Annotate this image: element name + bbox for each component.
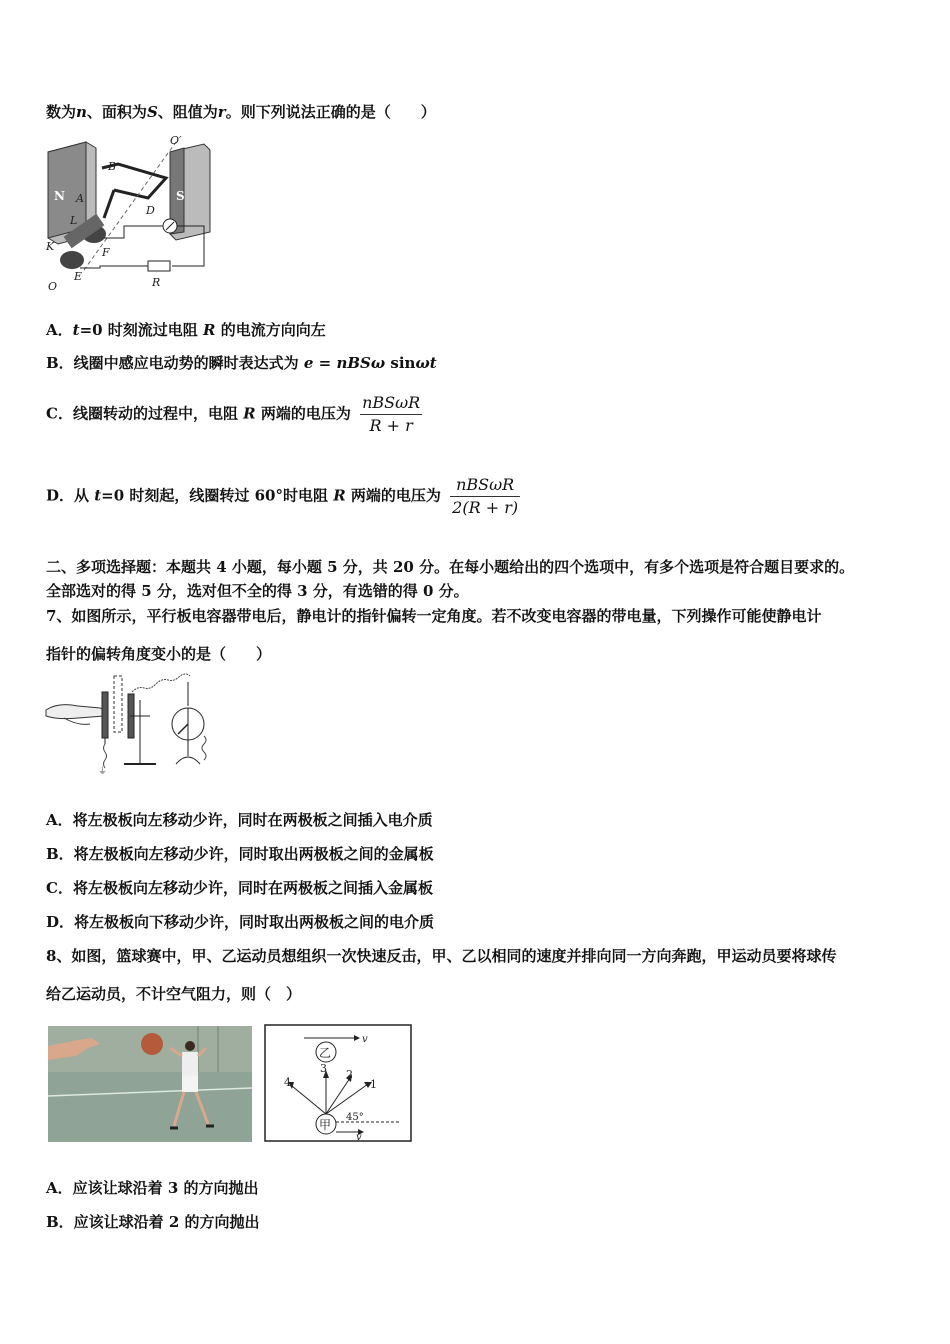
label-jia: 甲 — [319, 1118, 332, 1132]
label-r: R — [152, 276, 161, 289]
label-f: F — [102, 246, 110, 259]
q8-option-a[interactable]: A．应该让球沿着 3 的方向抛出 — [46, 1179, 259, 1197]
label-o: O — [48, 280, 58, 293]
q6-option-a[interactable]: A．t=0 时刻流过电阻 R 的电流方向向左 — [46, 321, 326, 339]
label-k: K — [46, 240, 55, 253]
q7-option-d[interactable]: D．将左极板向下移动少许，同时取出两极板之间的电介质 — [46, 913, 435, 931]
label-1: 1 — [370, 1078, 377, 1091]
basketball-photo — [48, 1026, 252, 1142]
label-d: D — [146, 204, 155, 217]
label-e: E — [74, 270, 83, 283]
label-4: 4 — [284, 1076, 291, 1089]
generator-figure — [44, 134, 214, 296]
label-l: L — [70, 214, 78, 227]
fraction-d: $\frac{\text{nBSωR}}{2(R + r)}$ — [452, 475, 519, 517]
q7-option-b[interactable]: B．将左极板向左移动少许，同时取出两极板之间的金属板 — [46, 845, 434, 863]
fraction-c: $\frac{\text{nBSωR}}{R + r}$ — [362, 393, 421, 435]
q7-option-a[interactable]: A．将左极板向左移动少许，同时在两极板之间插入电介质 — [46, 811, 433, 829]
q6-option-b[interactable]: B．线圈中感应电动势的瞬时表达式为 e = nBSω sinωt — [46, 354, 437, 372]
label-n: N — [54, 189, 65, 203]
section-2-intro-line1: 二、多项选择题：本题共 4 小题，每小题 5 分，共 20 分。在每小题给出的四个选项中，有多个选项是符合题目要求的。 — [46, 558, 855, 576]
section-2-intro-line2: 全部选对的得 5 分，选对但不全的得 3 分，有选错的得 0 分。 — [46, 582, 469, 600]
label-o-prime: O′ — [170, 134, 182, 147]
q7-stem-line2: 指针的偏转角度变小的是（ ） — [46, 645, 272, 663]
capacitor-electrometer-figure — [44, 672, 220, 776]
q6-option-d[interactable]: D．从 t=0 时刻起，线圈转过 60°时电阻 R 两端的电压为 $\frac{\text{nBSωR}}{2(R + r)}$ — [46, 475, 519, 517]
q8-option-b[interactable]: B．应该让球沿着 2 的方向抛出 — [46, 1213, 260, 1231]
q8-stem-line1: 8、如图，篮球赛中，甲、乙运动员想组织一次快速反击，甲、乙以相同的速度并排向同一方向奔跑，甲运动员要将球传 — [46, 947, 837, 965]
svg-text:⏚: ⏚ — [98, 767, 108, 776]
q7-stem-line1: 7、如图所示，平行板电容器带电后，静电计的指针偏转一定角度。若不改变电容器的带电量，下列操作可能使静电计 — [46, 607, 822, 625]
q7-option-c[interactable]: C．将左极板向左移动少许，同时在两极板之间插入金属板 — [46, 879, 433, 897]
pass-direction-diagram — [264, 1024, 412, 1142]
label-s: S — [176, 189, 185, 203]
label-v-top: v — [362, 1034, 368, 1045]
label-a: A — [76, 192, 84, 205]
label-b: B — [108, 160, 117, 173]
label-2: 2 — [346, 1068, 353, 1081]
label-45deg: 45° — [346, 1112, 364, 1123]
label-v-bottom: v — [356, 1132, 362, 1142]
q8-stem-line2: 给乙运动员，不计空气阻力，则（ ） — [46, 985, 302, 1003]
q6-option-c[interactable]: C．线圈转动的过程中，电阻 R 两端的电压为 $\frac{\text{nBSωR}}{R + r}$ — [46, 393, 421, 435]
label-3: 3 — [320, 1062, 327, 1075]
label-yi: 乙 — [319, 1046, 332, 1060]
q6-stem: 数为n、面积为S、阻值为r。则下列说法正确的是（ ） — [46, 103, 436, 121]
